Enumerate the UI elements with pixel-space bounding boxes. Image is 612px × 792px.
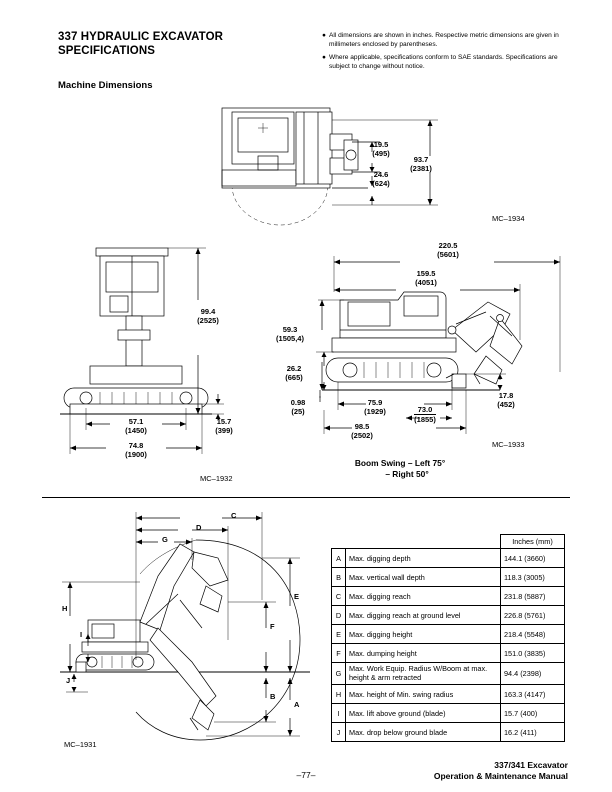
footer-line-2: Operation & Maintenance Manual [433, 771, 568, 781]
row-description: Max. height of Min. swing radius [346, 685, 501, 704]
row-value: 118.3 (3005) [501, 568, 565, 587]
table-row [332, 723, 565, 742]
row-code: E [332, 625, 346, 644]
row-description: Max. dumping height [346, 644, 501, 663]
row-value: 231.8 (5887) [501, 587, 565, 606]
row-code: F [332, 644, 346, 663]
bullet-icon: ● [322, 54, 326, 62]
figure-id-mc-1932: MC–1932 [200, 474, 233, 483]
dim-17-8: 17.8 (452) [497, 391, 515, 409]
row-description: Max. drop below ground blade [346, 723, 501, 742]
figure-id-mc-1931: MC–1931 [64, 740, 97, 749]
footer-line-1: 337/341 Excavator [494, 760, 568, 770]
range-letter-f: F [270, 622, 275, 631]
table-row [332, 704, 565, 723]
row-code: I [332, 704, 346, 723]
dim-93-7: 93.7 (2381) [410, 155, 432, 173]
figure-id-mc-1933: MC–1933 [492, 440, 525, 449]
dim-159-5: 159.5 (4051) [415, 269, 437, 287]
note-2: ● Where applicable, specifications conform to SAE standards. Specifications are subject to change without notice. [322, 54, 558, 70]
header-blank-desc [346, 535, 501, 549]
row-description: Max. digging reach [346, 587, 501, 606]
row-value: 144.1 (3660) [501, 549, 565, 568]
range-letter-j: J [66, 676, 71, 685]
row-value: 218.4 (5548) [501, 625, 565, 644]
note-1: ● All dimensions are shown in inches. Respective metric dimensions are given in millimeters enclosed by parentheses. [322, 32, 559, 48]
range-letter-e: E [294, 592, 300, 601]
header-blank-code [332, 535, 346, 549]
range-letter-b: B [270, 692, 276, 701]
row-code: H [332, 685, 346, 704]
row-value: 163.3 (4147) [501, 685, 565, 704]
page-number: –77– [296, 770, 316, 780]
page-title-line1: 337 HYDRAULIC EXCAVATOR [58, 31, 224, 43]
row-description: Max. digging depth [346, 549, 501, 568]
range-letter-c: C [231, 511, 237, 520]
dim-74-8: 74.8 (1900) [125, 441, 147, 459]
row-value: 15.7 (400) [501, 704, 565, 723]
range-letter-g: G [162, 535, 168, 544]
row-description: Max. lift above ground (blade) [346, 704, 501, 723]
dim-15-7: 15.7 (399) [215, 417, 233, 435]
row-description: Max. digging height [346, 625, 501, 644]
dim-99-4: 99.4 (2525) [197, 307, 219, 325]
dim-0-98: 0.98 (25) [290, 398, 306, 416]
dim-26-2: 26.2 (665) [285, 364, 303, 382]
dim-73-0: 73.0 (1855) [414, 405, 436, 424]
table-row [332, 625, 565, 644]
row-value: 94.4 (2398) [501, 663, 565, 685]
row-description: Max. vertical wall depth [346, 568, 501, 587]
row-code: B [332, 568, 346, 587]
dim-75-9: 75.9 (1929) [364, 398, 386, 416]
footer-manual-title [308, 760, 568, 782]
dim-98-5: 98.5 (2502) [351, 422, 373, 440]
table-row [332, 568, 565, 587]
row-description: Max. Work Equip. Radius W/Boom at max. height & arm retracted [346, 663, 501, 685]
row-description: Max. digging reach at ground level [346, 606, 501, 625]
row-value: 16.2 (411) [501, 723, 565, 742]
table-row [332, 644, 565, 663]
dim-220-5: 220.5 (5601) [437, 241, 459, 259]
row-code: A [332, 549, 346, 568]
row-value: 226.8 (5761) [501, 606, 565, 625]
page-title-line2: SPECIFICATIONS [58, 45, 156, 57]
range-letter-d: D [196, 523, 202, 532]
range-letter-i: I [80, 630, 83, 639]
figure-id-mc-1934: MC–1934 [492, 214, 525, 223]
dim-19-5: 19.5 (495) [372, 140, 390, 158]
header-units: Inches (mm) [501, 535, 565, 549]
table-head [332, 535, 565, 549]
dim-24-6: 24.6 (624) [372, 170, 390, 188]
table-row [332, 663, 565, 685]
row-code: G [332, 663, 346, 685]
row-code: C [332, 587, 346, 606]
range-letter-a: A [294, 700, 300, 709]
range-letter-h: H [62, 604, 68, 613]
table-row [332, 685, 565, 704]
dim-57-1: 57.1 (1450) [125, 417, 147, 435]
table-row [332, 587, 565, 606]
section-subheading: Machine Dimensions [58, 80, 153, 91]
table-row [332, 606, 565, 625]
specifications-table [331, 534, 565, 742]
row-code: D [332, 606, 346, 625]
bullet-icon: ● [322, 32, 326, 39]
table-header-row [332, 535, 565, 549]
row-code: J [332, 723, 346, 742]
table-row [332, 549, 565, 568]
table-body [332, 549, 565, 742]
boom-swing-caption: Boom Swing – Left 75° – Right 50° [354, 458, 446, 479]
row-value: 151.0 (3835) [501, 644, 565, 663]
dim-59-3: 59.3 (1505,4) [276, 325, 304, 343]
